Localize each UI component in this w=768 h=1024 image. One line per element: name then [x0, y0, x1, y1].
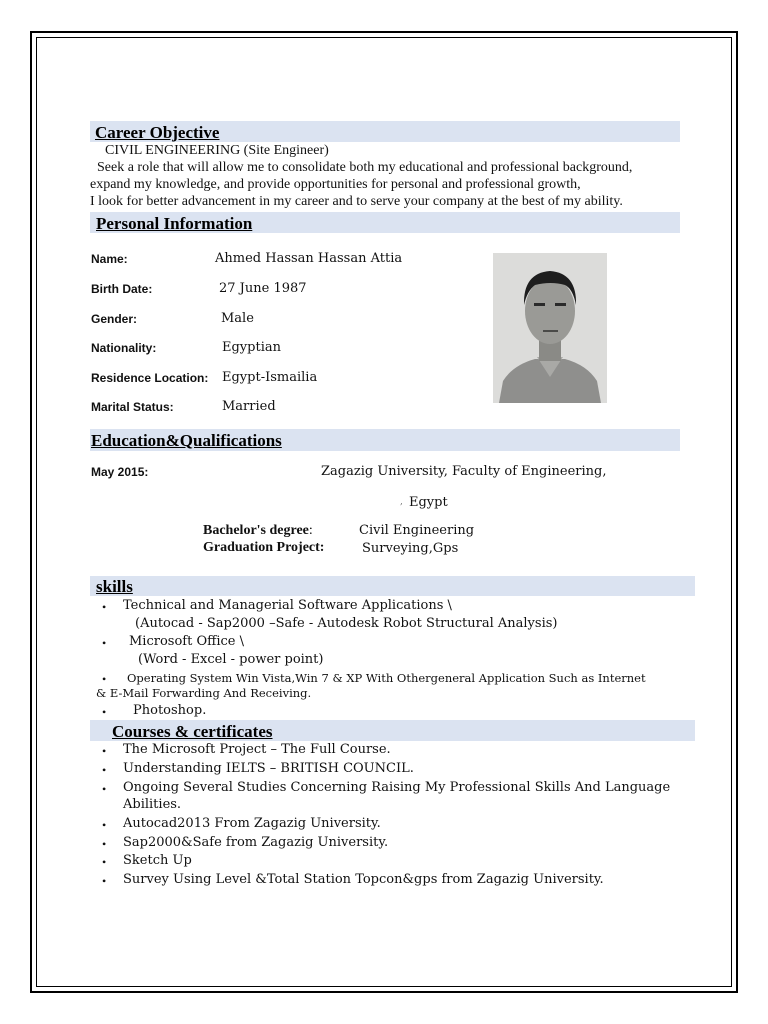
courses-item-2: Understanding IELTS – BRITISH COUNCIL.: [123, 761, 414, 776]
birth-date-label: Birth Date:: [91, 282, 153, 296]
courses-bullet-1: •: [102, 744, 107, 758]
courses-bullet-7: •: [102, 874, 107, 888]
profile-photo: [493, 253, 607, 403]
skills-item-2: Microsoft Office \: [129, 634, 244, 649]
gender-label: Gender:: [91, 312, 138, 326]
name-label: Name:: [91, 252, 128, 266]
nationality-value: Egyptian: [222, 340, 281, 355]
courses-item-3-cont: Abilities.: [123, 797, 182, 812]
career-title: CIVIL ENGINEERING (Site Engineer): [105, 143, 329, 158]
skills-item-1: Technical and Managerial Software Applications \: [123, 598, 452, 613]
skills-bullet-2: •: [102, 636, 107, 650]
skills-band: [90, 576, 695, 596]
education-country: Egypt: [409, 495, 448, 510]
marital-status-label: Marital Status:: [91, 400, 174, 414]
education-university: Zagazig University, Faculty of Engineering,: [321, 464, 607, 479]
career-line-3: I look for better advancement in my career and to serve your company at the best of my ability.: [90, 194, 623, 209]
birth-date-value: 27 June 1987: [219, 281, 307, 296]
skills-item-3-line-2: & E-Mail Forwarding And Receiving.: [96, 686, 312, 700]
graduation-project-value: Surveying,Gps: [362, 541, 459, 556]
skills-item-3-line-1: Operating System Win Vista,Win 7 & XP With Othergeneral Application Such as Internet: [127, 671, 646, 685]
skills-bullet-1: •: [102, 600, 107, 614]
career-line-1: Seek a role that will allow me to consolidate both my educational and professional background,: [97, 160, 633, 175]
degree-value: Civil Engineering: [359, 523, 475, 538]
name-value: Ahmed Hassan Hassan Attia: [215, 251, 403, 266]
career-objective-heading: Career Objective: [95, 123, 220, 142]
courses-item-6: Sketch Up: [123, 853, 192, 868]
marital-status-value: Married: [222, 399, 276, 414]
profile-photo-image: [493, 253, 607, 403]
skills-item-4: Photoshop.: [133, 703, 207, 718]
courses-heading: Courses & certificates: [112, 722, 273, 741]
degree-label-colon: :: [308, 523, 313, 538]
courses-bullet-6: •: [102, 855, 107, 869]
courses-item-3: Ongoing Several Studies Concerning Raising My Professional Skills And Language: [123, 780, 671, 795]
skills-bullet-4: •: [102, 705, 107, 719]
education-heading: Education&Qualifications: [91, 431, 282, 450]
courses-bullet-4: •: [102, 818, 107, 832]
career-line-2: expand my knowledge, and provide opportunities for personal and professional growth,: [90, 177, 581, 192]
residence-label: Residence Location:: [91, 371, 209, 385]
courses-item-5: Sap2000&Safe from Zagazig University.: [123, 835, 389, 850]
education-country-prefix: ,: [400, 497, 403, 507]
skills-item-1-sub: (Autocad - Sap2000 –Safe - Autodesk Robot Structural Analysis): [135, 616, 558, 631]
residence-value: Egypt-Ismailia: [222, 370, 318, 385]
skills-item-2-sub: (Word - Excel - power point): [138, 652, 324, 667]
degree-label: [203, 523, 313, 539]
courses-bullet-2: •: [102, 763, 107, 777]
courses-item-1: The Microsoft Project – The Full Course.: [123, 742, 391, 757]
courses-item-7: Survey Using Level &Total Station Topcon&gps from Zagazig University.: [123, 872, 604, 887]
courses-bullet-3: •: [102, 782, 107, 796]
courses-bullet-5: •: [102, 837, 107, 851]
courses-item-4: Autocad2013 From Zagazig University.: [123, 816, 381, 831]
skills-heading: skills: [96, 577, 133, 596]
graduation-project-label: Graduation Project:: [203, 540, 325, 555]
education-date: May 2015:: [91, 465, 149, 479]
gender-value: Male: [221, 311, 254, 326]
nationality-label: Nationality:: [91, 341, 157, 355]
degree-label-text: Bachelor's degree: [203, 523, 309, 538]
personal-information-heading: Personal Information: [96, 214, 253, 233]
skills-bullet-3: •: [102, 672, 107, 686]
